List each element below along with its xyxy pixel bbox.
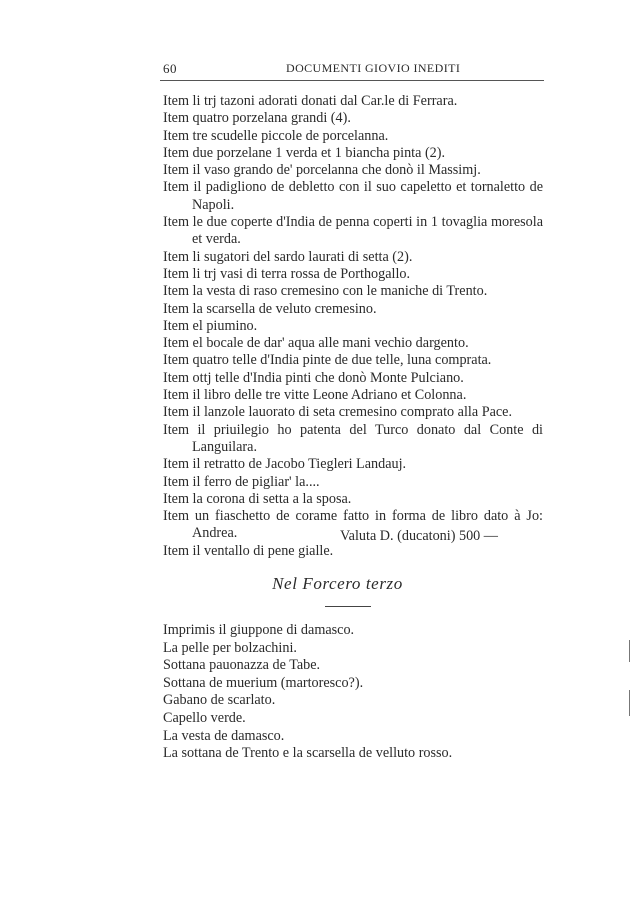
inventory-item: Item il ferro de pigliar' la....: [163, 473, 320, 490]
inventory-item: Item quatro porzelana grandi (4).: [163, 110, 351, 127]
page-header: [0, 58, 635, 80]
section-rule: [325, 606, 371, 607]
section-item: Capello verde.: [163, 709, 246, 726]
inventory-item: Item il ventallo di pene gialle.: [163, 542, 334, 559]
inventory-item: Item ottj telle d'India pinti che donò Monte Pulciano.: [163, 369, 464, 386]
scan-edge-mark: [629, 690, 630, 716]
inventory-item: Item la corona di setta a la sposa.: [163, 490, 352, 507]
inventory-item: Item un fiaschetto de corame fatto in forma de libro dato à Jo: Andrea.: [163, 508, 543, 542]
inventory-item: Item il priuilegio ho patenta del Turco donato dal Conte di Languilara.: [163, 421, 543, 455]
inventory-item: Item il retratto de Jacobo Tiegleri Landauj.: [163, 456, 407, 473]
inventory-item: Item el piumino.: [163, 317, 258, 334]
inventory-item: Item el bocale de dar' aqua alle mani vechio dargento.: [163, 335, 469, 352]
inventory-item: Item li trj tazoni adorati donati dal Car.le di Ferrara.: [163, 93, 458, 109]
section-item: La sottana de Trento e la scarsella de velluto rosso.: [163, 745, 453, 762]
total-value: Valuta D. (ducatoni) 500 —: [340, 528, 498, 544]
inventory-item: Item il padigliono de debletto con il suo capeletto et tornaletto de Napoli.: [163, 179, 543, 213]
section-item: La vesta de damasco.: [163, 727, 285, 744]
section-title-text: Nel Forcero terzo: [272, 574, 403, 593]
scan-edge-mark: [629, 640, 630, 662]
section-item: Sottana de muerium (martoresco?).: [163, 674, 364, 691]
header-rule: [160, 80, 544, 81]
section-item: La pelle per bolzachini.: [163, 639, 297, 656]
inventory-item: Item quatro telle d'India pinte de due telle, luna comprata.: [163, 352, 492, 369]
inventory-item: Item il vaso grando de' porcelanna che donò il Massimj.: [163, 162, 481, 179]
section-list: [163, 622, 543, 763]
inventory-item: Item li trj vasi di terra rossa de Porthogallo.: [163, 265, 411, 282]
inventory-item: Item il lanzole lauorato di seta cremesino comprato alla Pace.: [163, 404, 513, 421]
section-title: [0, 574, 635, 594]
page-number: 60: [163, 61, 177, 76]
inventory-item: Item due porzelane 1 verda et 1 biancha pinta (2).: [163, 144, 446, 161]
inventory-item: Item li sugatori del sardo laurati di setta (2).: [163, 248, 413, 265]
section-item: Sottana pauonazza de Tabe.: [163, 657, 321, 674]
inventory-item: Item le due coperte d'India de penna coperti in 1 tovaglia moresola et verda.: [163, 214, 543, 248]
section-item: Imprimis il giuppone di damasco.: [163, 622, 355, 638]
inventory-list: [163, 93, 543, 560]
inventory-item: Item tre scudelle piccole de porcelanna.: [163, 127, 389, 144]
section-item: Gabano de scarlato.: [163, 692, 276, 709]
inventory-item: Item la vesta di raso cremesino con le maniche di Trento.: [163, 283, 488, 300]
running-title: DOCUMENTI GIOVIO INEDITI: [286, 61, 461, 75]
inventory-item: Item il libro delle tre vitte Leone Adriano et Colonna.: [163, 387, 467, 404]
inventory-item: Item la scarsella de veluto cremesino.: [163, 300, 377, 317]
